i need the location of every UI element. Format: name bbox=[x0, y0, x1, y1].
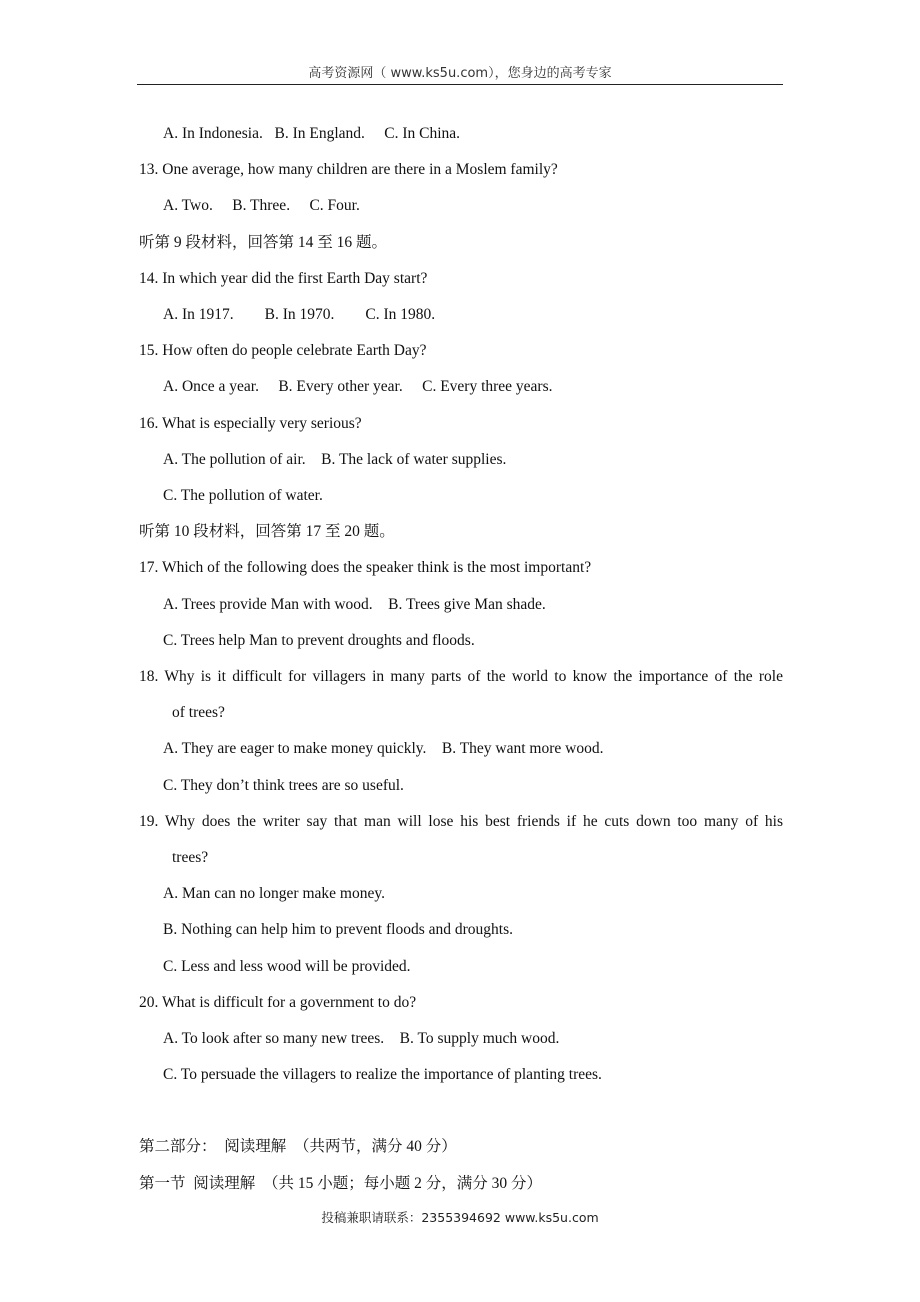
q20-question: 20. What is difficult for a government to do? bbox=[139, 993, 417, 1011]
q18-options-ab: A. They are eager to make money quickly. B. They want more wood. bbox=[163, 740, 604, 758]
q16-question: 16. What is especially very serious? bbox=[139, 414, 362, 432]
q19-option-a: A. Man can no longer make money. bbox=[163, 885, 385, 903]
q15-question: 15. How often do people celebrate Earth Day? bbox=[139, 342, 427, 360]
q13-options: A. Two. B. Three. C. Four. bbox=[163, 197, 360, 215]
q15-options: A. Once a year. B. Every other year. C. Every three years. bbox=[163, 378, 553, 396]
header-divider bbox=[137, 84, 783, 85]
q14-question: 14. In which year did the first Earth Day start? bbox=[139, 269, 428, 287]
q18-question-cont: of trees? bbox=[172, 704, 225, 722]
q17-options-ab: A. Trees provide Man with wood. B. Trees give Man shade. bbox=[163, 595, 546, 613]
q17-option-c: C. Trees help Man to prevent droughts and floods. bbox=[163, 631, 475, 649]
section-10-instruction: 听第 10 段材料，回答第 17 至 20 题。 bbox=[139, 523, 395, 541]
section-spacer bbox=[139, 1093, 783, 1129]
q20-options-ab: A. To look after so many new trees. B. To supply much wood. bbox=[163, 1030, 560, 1048]
section-one-heading: 第一节 阅读理解 （共 15 小题；每小题 2 分，满分 30 分） bbox=[139, 1174, 543, 1192]
q19-question-cont: trees? bbox=[172, 849, 209, 867]
page-header: 高考资源网（ www.ks5u.com），您身边的高考专家 bbox=[308, 66, 612, 81]
page-body bbox=[139, 116, 783, 1202]
section-9-instruction: 听第 9 段材料，回答第 14 至 16 题。 bbox=[139, 233, 388, 251]
q12-options: A. In Indonesia. B. In England. C. In China. bbox=[163, 125, 461, 142]
q19-option-c: C. Less and less wood will be provided. bbox=[163, 957, 411, 975]
q19-option-b: B. Nothing can help him to prevent floods and droughts. bbox=[163, 921, 513, 939]
page-footer: 投稿兼职请联系：2355394692 www.ks5u.com bbox=[321, 1210, 599, 1225]
q20-option-c: C. To persuade the villagers to realize the importance of planting trees. bbox=[163, 1066, 602, 1084]
q18-question: 18. Why is it difficult for villagers in many parts of the world to know the importance of the role bbox=[139, 668, 783, 686]
q16-option-c: C. The pollution of water. bbox=[163, 487, 323, 505]
q18-option-c: C. They don’t think trees are so useful. bbox=[163, 776, 404, 794]
part-two-heading: 第二部分： 阅读理解 （共两节，满分 40 分） bbox=[139, 1138, 457, 1156]
q17-question: 17. Which of the following does the speaker think is the most important? bbox=[139, 559, 592, 577]
q19-question: 19. Why does the writer say that man will lose his best friends if he cuts down too many of his bbox=[139, 812, 783, 830]
q13-question: 13. One average, how many children are there in a Moslem family? bbox=[139, 161, 558, 179]
q16-options-ab: A. The pollution of air. B. The lack of water supplies. bbox=[163, 450, 507, 468]
q14-options: A. In 1917. B. In 1970. C. In 1980. bbox=[163, 306, 436, 324]
